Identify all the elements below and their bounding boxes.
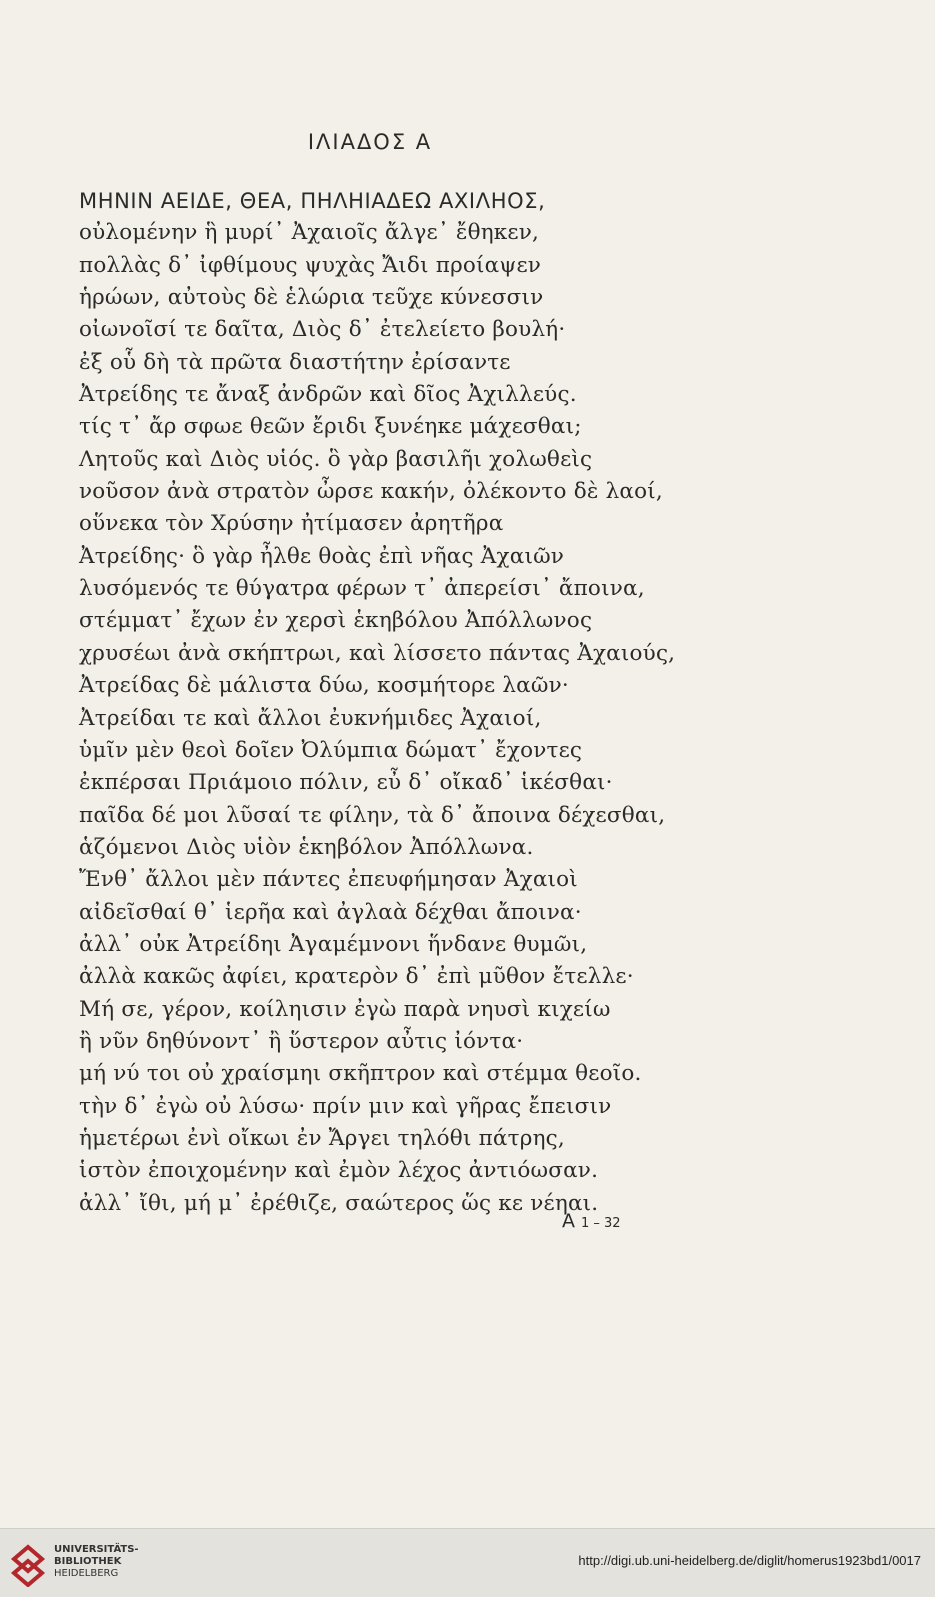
university-library-logo-icon — [8, 1543, 48, 1587]
line-ref-range: 1 – 32 — [581, 1216, 621, 1231]
verse-line: Λητοῦς καὶ Διὸς υἱός. ὃ γὰρ βασιλῆι χολωθεὶς — [79, 446, 593, 472]
verse-line: πολλὰς δ᾽ ἰφθίμους ψυχὰς Ἄιδι προίαψεν — [79, 252, 542, 278]
verse-line: χρυσέωι ἀνὰ σκήπτρωι, καὶ λίσσετο πάντας Ἀχαιούς, — [79, 640, 676, 666]
verse-line: τὴν δ᾽ ἐγὼ οὐ λύσω· πρίν μιν καὶ γῆρας ἔπεισιν — [79, 1093, 612, 1119]
verse-line: παῖδα δέ μοι λῦσαί τε φίλην, τὰ δ᾽ ἄποινα δέχεσθαι, — [79, 802, 666, 828]
verse-line: Ἔνθ᾽ ἄλλοι μὲν πάντες ἐπευφήμησαν Ἀχαιοὶ — [79, 867, 578, 893]
verse-line: ἀλλ᾽ ἴθι, μή μ᾽ ἐρέθιζε, σαώτερος ὥς κε νέηαι. — [79, 1190, 599, 1216]
verse-line: ἐκπέρσαι Πριάμοιο πόλιν, εὖ δ᾽ οἴκαδ᾽ ἱκέσθαι· — [79, 770, 613, 796]
verse-line: ἡμετέρωι ἐνὶ οἴκωι ἐν Ἄργει τηλόθι πάτρης, — [79, 1125, 565, 1151]
verse-line: Ἀτρείδης· ὃ γὰρ ἦλθε θοὰς ἐπὶ νῆας Ἀχαιῶν — [79, 543, 565, 569]
verse-line: ἢ νῦν δηθύνοντ᾽ ἢ ὕστερον αὖτις ἰόντα· — [79, 1028, 524, 1054]
verse-line: Ἀτρείδαι τε καὶ ἄλλοι ἐυκνήμιδες Ἀχαιοί, — [79, 705, 542, 731]
line-reference — [562, 1210, 621, 1232]
verse-line: ὑμῖν μὲν θεοὶ δοῖεν Ὀλύμπια δώματ᾽ ἔχοντες — [79, 737, 583, 763]
verse-line: Ἀτρείδας δὲ μάλιστα δύω, κοσμήτορε λαῶν· — [79, 673, 569, 699]
page-title: ΙΛΙΑΔΟΣ Α — [307, 130, 433, 154]
verse-line: ΜΗΝΙΝ ΑΕΙΔΕ, ΘΕΑ, ΠΗΛΗΙΑΔΕΩ ΑΧΙΛΗΟΣ, — [79, 189, 546, 213]
verse-line: ἱστὸν ἐποιχομένην καὶ ἐμὸν λέχος ἀντιόωσαν. — [79, 1158, 599, 1184]
verse-line: Μή σε, γέρον, κοίληισιν ἐγὼ παρὰ νηυσὶ κιχείω — [79, 996, 611, 1022]
footer-bar — [0, 1528, 935, 1597]
verse-line: ἀλλ᾽ οὐκ Ἀτρείδηι Ἀγαμέμνονι ἥνδανε θυμῶι, — [79, 931, 588, 957]
verse-line: οἰωνοῖσί τε δαῖτα, Διὸς δ᾽ ἐτελείετο βουλή· — [79, 317, 566, 343]
verse-line: ἡρώων, αὐτοὺς δὲ ἑλώρια τεῦχε κύνεσσιν — [79, 285, 544, 311]
line-ref-book: Α — [562, 1210, 575, 1232]
verse-line: Ἀτρείδης τε ἄναξ ἀνδρῶν καὶ δῖος Ἀχιλλεύς. — [79, 382, 577, 408]
verse-line: λυσόμενός τε θύγατρα φέρων τ᾽ ἀπερείσι᾽ ἄποινα, — [79, 576, 645, 602]
verse-line: τίς τ᾽ ἄρ σφωε θεῶν ἔριδι ξυνέηκε μάχεσθαι; — [79, 414, 582, 440]
library-name-line3: HEIDELBERG — [54, 1568, 119, 1579]
verse-line: ἐξ οὗ δὴ τὰ πρῶτα διαστήτην ἐρίσαντε — [79, 349, 511, 375]
library-name-line2: BIBLIOTHEK — [54, 1556, 122, 1567]
verse-block — [79, 185, 719, 1220]
verse-line: στέμματ᾽ ἔχων ἐν χερσὶ ἑκηβόλου Ἀπόλλωνος — [79, 608, 593, 634]
library-name-line1: UNIVERSITÄTS- — [54, 1544, 139, 1555]
verse-line: οὐλομένην ἣ μυρί᾽ Ἀχαιοῖς ἄλγε᾽ ἔθηκεν, — [79, 220, 540, 246]
verse-line: αἰδεῖσθαί θ᾽ ἱερῆα καὶ ἀγλαὰ δέχθαι ἄποινα· — [79, 899, 582, 925]
verse-line: ἀλλὰ κακῶς ἀφίει, κρατερὸν δ᾽ ἐπὶ μῦθον ἔτελλε· — [79, 964, 634, 990]
verse-line: νοῦσον ἀνὰ στρατὸν ὦρσε κακήν, ὀλέκοντο δὲ λαοί, — [79, 479, 663, 505]
verse-line: μή νύ τοι οὐ χραίσμηι σκῆπτρον καὶ στέμμα θεοῖο. — [79, 1061, 642, 1087]
verse-line: ἁζόμενοι Διὸς υἱὸν ἑκηβόλον Ἀπόλλωνα. — [79, 834, 534, 860]
verse-line: οὕνεκα τὸν Χρύσην ἠτίμασεν ἀρητῆρα — [79, 511, 504, 537]
library-name — [54, 1544, 139, 1580]
source-url[interactable]: http://digi.ub.uni-heidelberg.de/diglit/homerus1923bd1/0017 — [578, 1553, 921, 1568]
